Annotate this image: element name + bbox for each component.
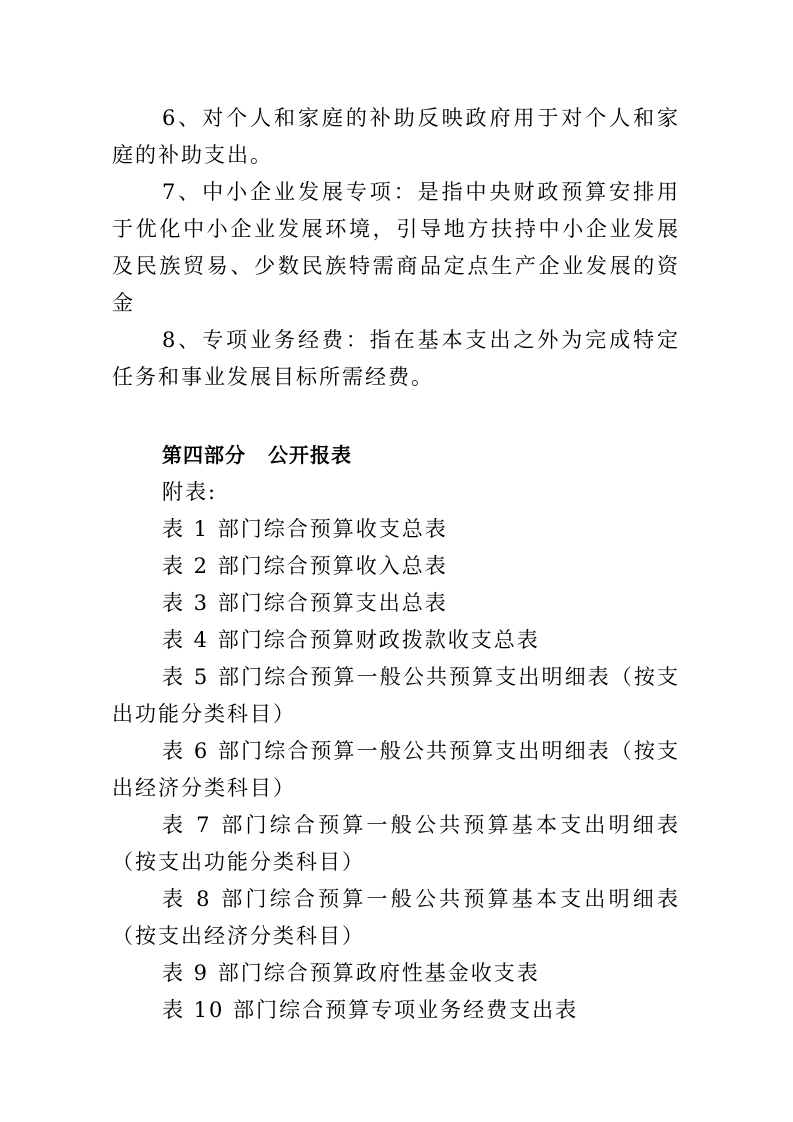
- list-item: 表 1 部门综合预算收支总表: [162, 517, 448, 541]
- document-body: [112, 100, 680, 1029]
- section-part: 第四部分: [162, 443, 246, 467]
- list-item: 表 5 部门综合预算一般公共预算支出明细表（按支出功能分类科目）: [112, 665, 680, 726]
- list-item: 表 2 部门综合预算收入总表: [162, 554, 448, 578]
- paragraph-personal-family-subsidy: 6、对个人和家庭的补助反映政府用于对个人和家庭的补助支出。: [112, 106, 680, 167]
- list-item: 表 4 部门综合预算财政拨款收支总表: [162, 628, 540, 652]
- list-item: 表 6 部门综合预算一般公共预算支出明细表（按支出经济分类科目）: [112, 739, 680, 800]
- section-title: 公开报表: [268, 443, 352, 467]
- list-item: 表 10 部门综合预算专项业务经费支出表: [162, 998, 579, 1022]
- table-list: [112, 511, 680, 1029]
- list-item: 表 3 部门综合预算支出总表: [162, 591, 448, 615]
- paragraph-sme-development-fund: 7、中小企业发展专项：是指中央财政预算安排用于优化中小企业发展环境，引导地方扶持中小企业发展及民族贸易、少数民族特需商品定点生产企业发展的资金: [112, 180, 680, 315]
- list-item: 表 9 部门综合预算政府性基金收支表: [162, 961, 540, 985]
- attachment-label: 附表:: [162, 480, 218, 504]
- section-heading: [112, 437, 680, 474]
- paragraph-special-business-expense: 8、专项业务经费：指在基本支出之外为完成特定任务和事业发展目标所需经费。: [112, 328, 680, 389]
- list-item: 表 7 部门综合预算一般公共预算基本支出明细表（按支出功能分类科目）: [112, 813, 680, 874]
- list-item: 表 8 部门综合预算一般公共预算基本支出明细表（按支出经济分类科目）: [112, 887, 680, 948]
